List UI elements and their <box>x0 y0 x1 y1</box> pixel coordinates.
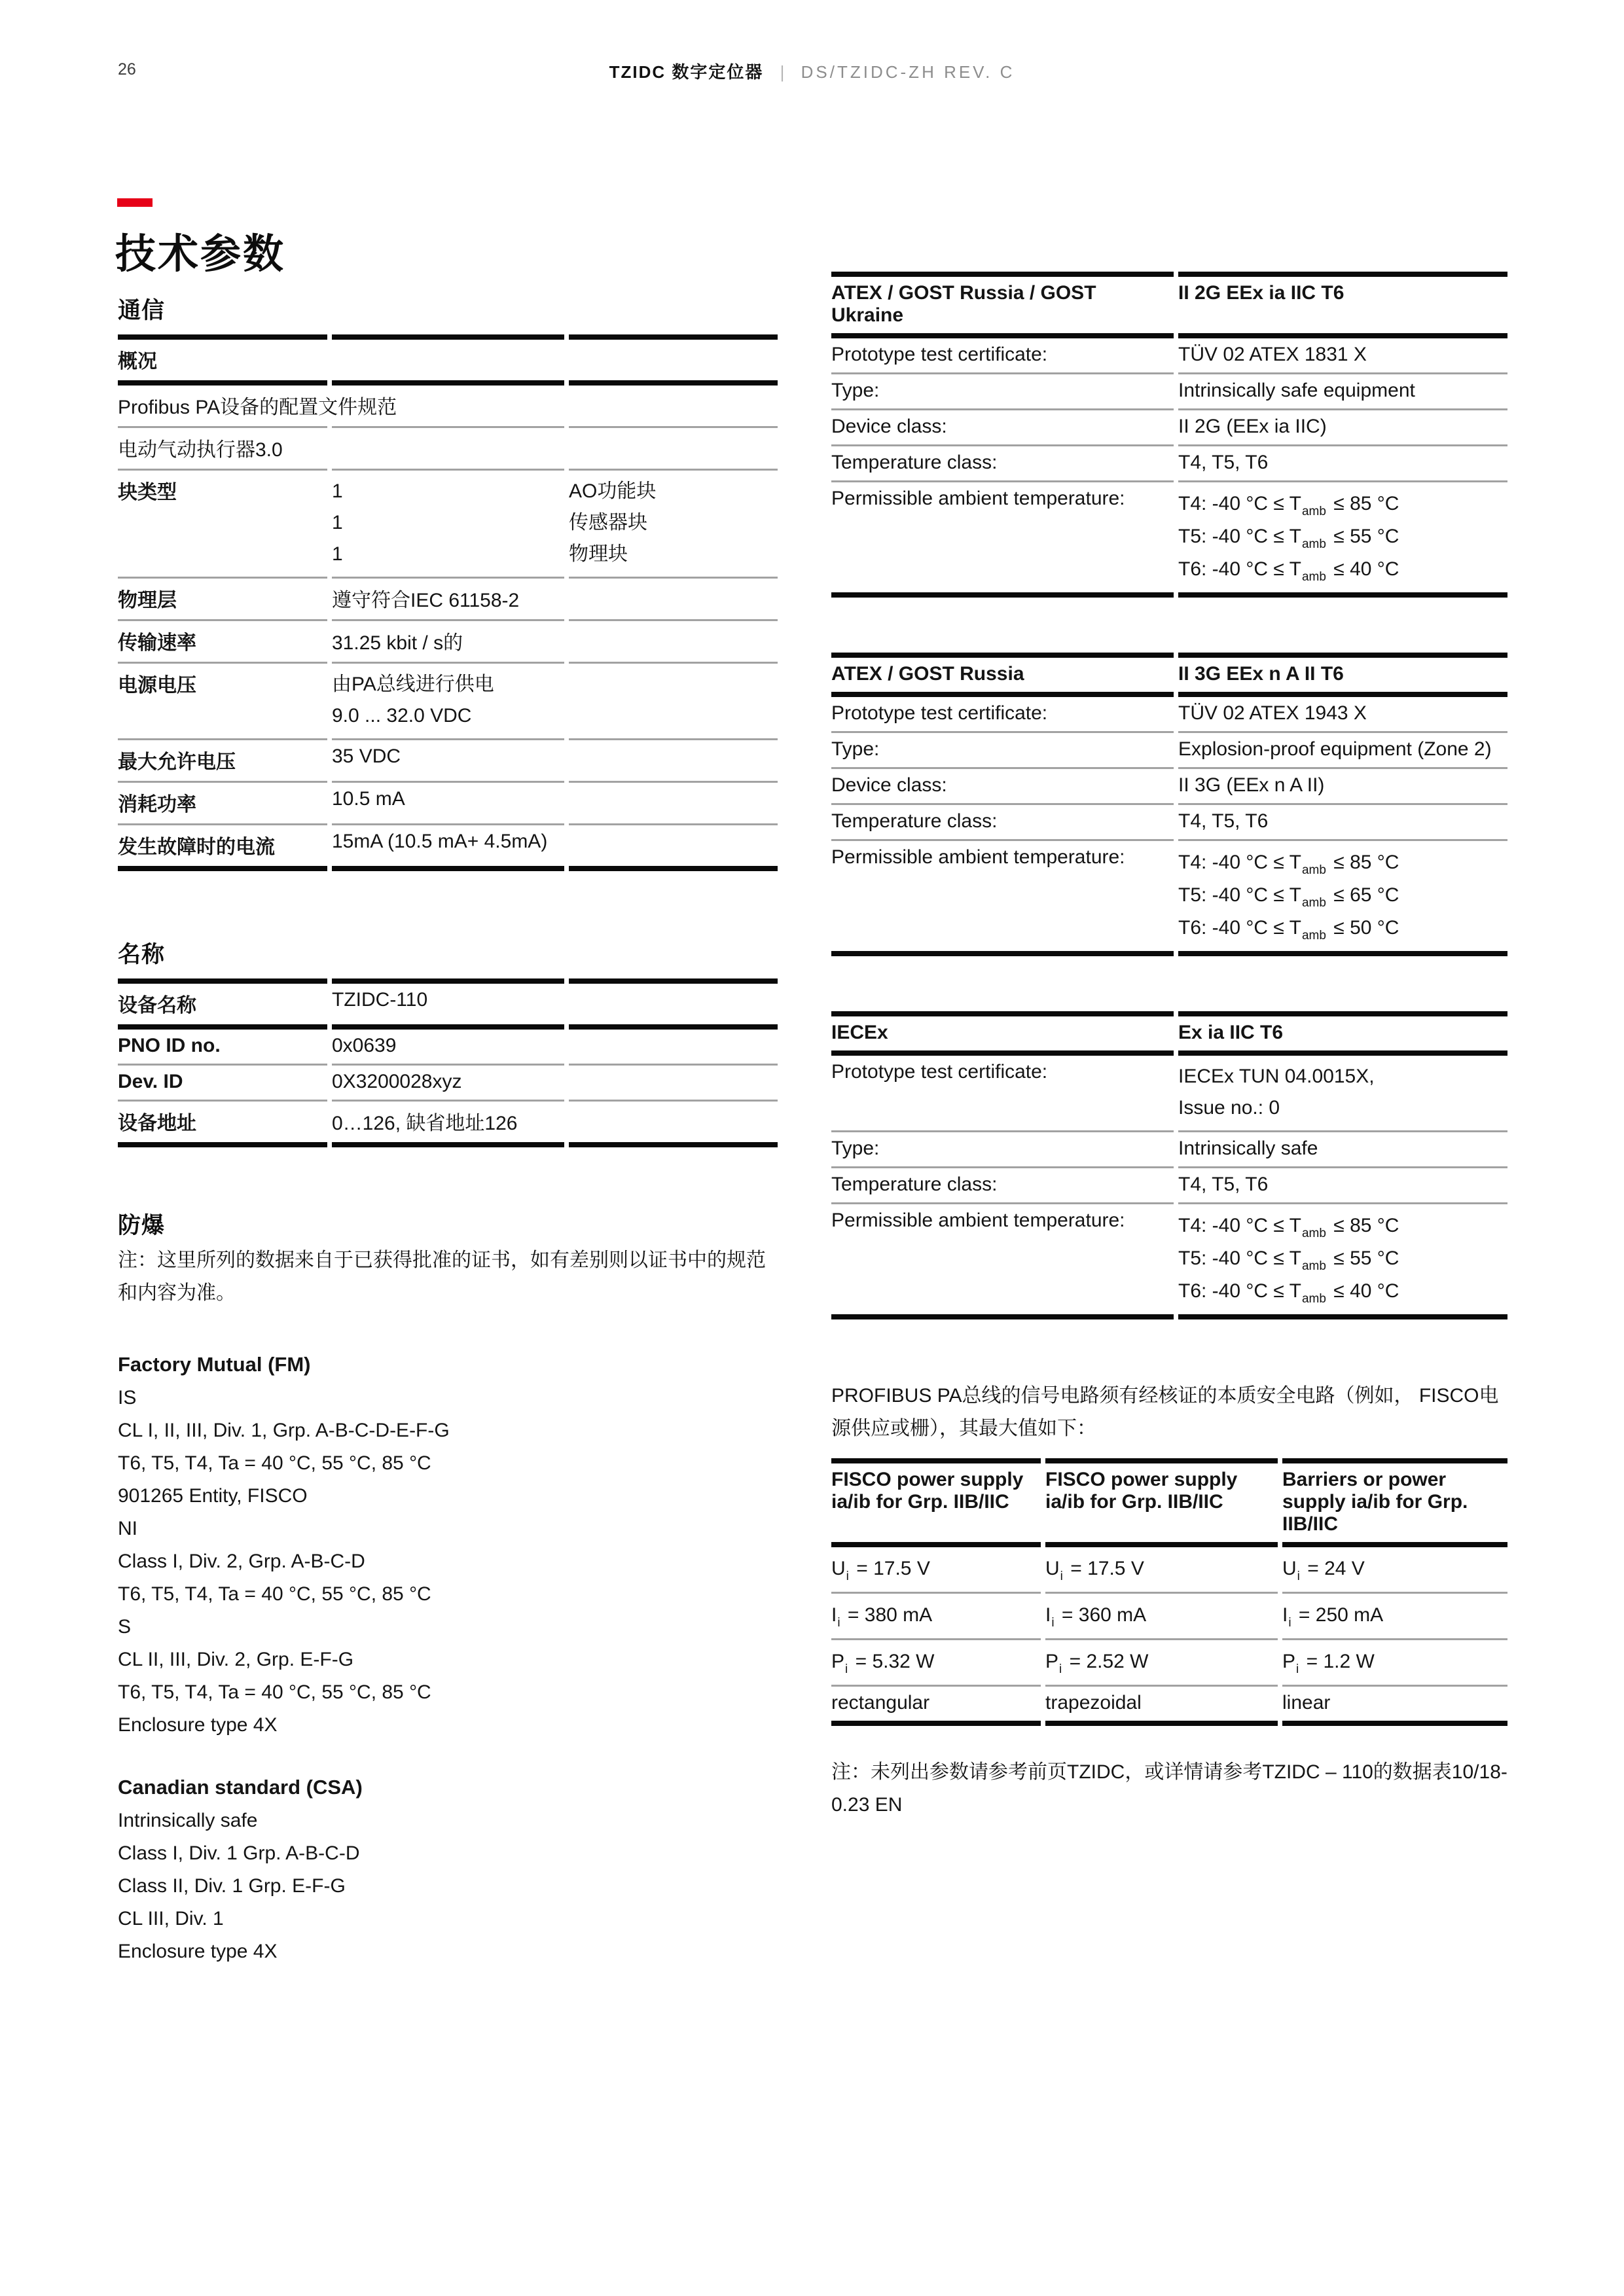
fisco-col-header: Barriers or power supply ia/ib for Grp. IIB/IIC <box>1282 1469 1468 1535</box>
table-row-temp-class <box>831 1168 1507 1202</box>
block-count: 1 <box>332 480 343 502</box>
current-value: $I_i = 360$ mA <box>1045 1604 1147 1630</box>
table-row-certificate <box>831 697 1507 731</box>
left-column <box>118 293 778 1968</box>
row-value: T4, T5, T6 <box>1178 1174 1269 1195</box>
table-header-row <box>831 1016 1507 1050</box>
table-row-actuator <box>118 428 778 469</box>
table-row-certificate <box>831 1056 1507 1130</box>
iecex-table <box>831 1011 1507 1319</box>
table-code: II 2G EEx ia IIC T6 <box>1178 282 1344 304</box>
header-separator: | <box>780 62 785 82</box>
voltage-value: $U_i = 17.5$ V <box>831 1558 930 1583</box>
row-value: Intrinsically safe <box>1178 1138 1318 1159</box>
csa-lines <box>118 1804 778 1968</box>
block-count: 1 <box>332 512 343 533</box>
fisco-row-voltage <box>831 1547 1507 1592</box>
table-name: ATEX / GOST Russia <box>831 663 1024 685</box>
ambient-line: T4: -40 $^\circ C \le T_{amb} \le 85$ °C <box>1178 852 1399 877</box>
row-value: 0x0639 <box>332 1035 397 1056</box>
divider <box>831 653 1507 658</box>
certificate-line: Issue no.: 0 <box>1178 1097 1280 1119</box>
row-label: Prototype test certificate: <box>831 1061 1048 1083</box>
table-name: ATEX / GOST Russia / GOST Ukraine <box>831 282 1096 326</box>
current-value: $I_i = 380$ mA <box>831 1604 933 1630</box>
csa-line: Enclosure type 4X <box>118 1941 278 1962</box>
product-title: TZIDC 数字定位器 <box>609 62 764 82</box>
divider <box>831 1011 1507 1016</box>
divider <box>831 1314 1507 1319</box>
fisco-row-curve <box>831 1687 1507 1721</box>
row-label: 最大允许电压 <box>118 751 236 773</box>
fm-line: T6, T5, T4, Ta = 40 °C, 55 °C, 85 °C <box>118 1452 431 1474</box>
fm-line: T6, T5, T4, Ta = 40 °C, 55 °C, 85 °C <box>118 1681 431 1703</box>
row-label: 电源电压 <box>118 675 196 696</box>
row-label: Temperature class: <box>831 810 998 832</box>
fm-line: NI <box>118 1518 137 1539</box>
divider <box>831 692 1507 697</box>
row-label: 物理层 <box>118 590 177 611</box>
row-value: Profibus PA设备的配置文件规范 <box>118 397 397 418</box>
power-value: $P_i = 1.2$ W <box>1282 1651 1375 1676</box>
communication-table <box>118 334 778 871</box>
fisco-col-header: FISCO power supply ia/ib for Grp. IIB/IIC <box>1045 1469 1238 1513</box>
table-row-device-address <box>118 1102 778 1142</box>
row-label: Prototype test certificate: <box>831 344 1048 365</box>
row-label: Permissible ambient temperature: <box>831 846 1125 868</box>
row-value <box>1178 841 1507 951</box>
table-code: II 3G EEx n A II T6 <box>1178 663 1344 685</box>
row-label: 消耗功率 <box>118 794 196 816</box>
csa-line: Class I, Div. 1 Grp. A-B-C-D <box>118 1842 360 1864</box>
row-label: 块类型 <box>118 482 177 503</box>
ambient-line: T5: -40 $^\circ C \le T_{amb} \le 55$ °C <box>1178 1247 1399 1273</box>
ambient-line: T6: -40 $^\circ C \le T_{amb} \le 50$ °C <box>1178 917 1399 942</box>
certificate-line: IECEx TUN 04.0015X, <box>1178 1066 1375 1087</box>
table-row-type <box>831 374 1507 408</box>
row-label: 发生故障时的电流 <box>118 836 275 858</box>
divider <box>118 334 778 340</box>
table-row-temp-class <box>831 805 1507 839</box>
row-value: 15mA (10.5 mA+ 4.5mA) <box>332 831 548 852</box>
atex-gost-russia-table <box>831 653 1507 956</box>
fisco-row-power <box>831 1640 1507 1685</box>
table-row-pno-id <box>118 1030 778 1064</box>
row-label: PNO ID no. <box>118 1035 221 1056</box>
fm-lines <box>118 1382 778 1742</box>
table-row-certificate <box>831 338 1507 372</box>
row-value <box>1178 1204 1507 1314</box>
row-value: 0X3200028xyz <box>332 1071 462 1092</box>
row-value <box>1178 1056 1507 1130</box>
csa-title: Canadian standard (CSA) <box>118 1776 363 1799</box>
table-row-dev-id <box>118 1066 778 1100</box>
accent-dash <box>117 198 153 207</box>
block-type-counts <box>332 471 569 577</box>
table-code: Ex ia IIC T6 <box>1178 1022 1284 1043</box>
row-value: T4, T5, T6 <box>1178 810 1269 832</box>
table-row-supply-voltage <box>118 664 778 738</box>
table-row-device-class <box>831 410 1507 444</box>
row-value: T4, T5, T6 <box>1178 452 1269 473</box>
fm-line: 901265 Entity, FISCO <box>118 1485 308 1507</box>
row-label: Type: <box>831 380 880 401</box>
row-label: Temperature class: <box>831 1174 998 1195</box>
fisco-intro: PROFIBUS PA总线的信号电路须有经核证的本质安全电路（例如， FISCO电源供应或栅），其最大值如下： <box>831 1385 1499 1439</box>
table-row-device-name <box>118 984 778 1024</box>
row-label: 设备地址 <box>118 1113 196 1134</box>
table-row-type <box>831 1132 1507 1166</box>
table-row-device-class <box>831 769 1507 803</box>
block-type-names <box>569 471 778 577</box>
row-label: Type: <box>831 738 880 760</box>
power-value: $P_i = 2.52$ W <box>1045 1651 1149 1676</box>
row-value <box>1178 482 1507 592</box>
fisco-col-header: FISCO power supply ia/ib for Grp. IIB/IIC <box>831 1469 1024 1513</box>
row-value: TZIDC-110 <box>332 989 428 1011</box>
fm-line: S <box>118 1616 132 1638</box>
ambient-line: T4: -40 $^\circ C \le T_{amb} \le 85$ °C <box>1178 493 1399 518</box>
fisco-table <box>831 1458 1507 1726</box>
row-label: Device class: <box>831 416 947 437</box>
fm-title: Factory Mutual (FM) <box>118 1353 311 1376</box>
reference-note: 注：未列出参数请参考前页TZIDC，或详情请参考TZIDC – 110的数据表10/18-0.23 EN <box>831 1761 1507 1816</box>
csa-line: CL III, Div. 1 <box>118 1908 224 1929</box>
divider <box>831 592 1507 598</box>
doc-reference: DS/TZIDC-ZH REV. C <box>801 62 1015 82</box>
divider <box>831 333 1507 338</box>
row-value: Intrinsically safe equipment <box>1178 380 1415 401</box>
power-value: $P_i = 5.32$ W <box>831 1651 935 1676</box>
supply-voltage-line: 9.0 ... 32.0 VDC <box>332 705 472 726</box>
right-column <box>831 272 1507 1821</box>
table-row-transmission-rate <box>118 621 778 662</box>
fm-line: IS <box>118 1387 137 1408</box>
fm-line: CL I, II, III, Div. 1, Grp. A-B-C-D-E-F-G <box>118 1420 450 1441</box>
voltage-value: $U_i = 17.5$ V <box>1045 1558 1144 1583</box>
fm-line: T6, T5, T4, Ta = 40 °C, 55 °C, 85 °C <box>118 1583 431 1605</box>
divider <box>118 380 778 386</box>
curve-type: linear <box>1282 1692 1331 1713</box>
row-label: 概况 <box>118 351 157 372</box>
csa-line: Intrinsically safe <box>118 1810 258 1831</box>
block-name: AO功能块 <box>569 480 657 502</box>
block-name: 传感器块 <box>569 512 647 533</box>
row-label: 设备名称 <box>118 995 196 1016</box>
ambient-line: T5: -40 $^\circ C \le T_{amb} \le 55$ °C <box>1178 526 1399 551</box>
row-label: 传输速率 <box>118 632 196 654</box>
divider <box>831 1542 1507 1547</box>
table-row-ambient <box>831 1204 1507 1314</box>
divider <box>831 272 1507 277</box>
current-value: $I_i = 250$ mA <box>1282 1604 1384 1630</box>
table-header-row <box>831 658 1507 692</box>
row-value: II 2G (EEx ia IIC) <box>1178 416 1327 437</box>
explosion-note: 注：这里所列的数据来自于已获得批准的证书，如有差别则以证书中的规范和内容为准。 <box>118 1249 766 1304</box>
table-row-ambient <box>831 841 1507 951</box>
divider <box>118 866 778 871</box>
table-row-overview <box>118 340 778 380</box>
fm-line: CL II, III, Div. 2, Grp. E-F-G <box>118 1649 354 1670</box>
table-row-type <box>831 733 1507 767</box>
divider <box>831 1458 1507 1463</box>
section-title-naming: 名称 <box>118 942 166 967</box>
table-row-temp-class <box>831 446 1507 480</box>
row-label: Device class: <box>831 774 947 796</box>
fm-line: Enclosure type 4X <box>118 1714 278 1736</box>
row-label: Permissible ambient temperature: <box>831 488 1125 509</box>
supply-voltage-line: 由PA总线进行供电 <box>332 673 494 695</box>
row-value: 10.5 mA <box>332 788 405 810</box>
row-value: Explosion-proof equipment (Zone 2) <box>1178 738 1492 760</box>
row-value: 35 VDC <box>332 745 401 767</box>
row-label: Type: <box>831 1138 880 1159</box>
table-row-power-consumption <box>118 783 778 823</box>
ambient-line: T4: -40 $^\circ C \le T_{amb} \le 85$ °C <box>1178 1215 1399 1240</box>
table-row-profile <box>118 386 778 426</box>
table-row-fault-current <box>118 825 778 866</box>
row-value: 0…126, 缺省地址126 <box>332 1113 518 1134</box>
table-name: IECEx <box>831 1022 888 1043</box>
table-row-max-voltage <box>118 740 778 781</box>
row-value <box>332 664 778 738</box>
divider <box>118 1024 778 1030</box>
row-label: Temperature class: <box>831 452 998 473</box>
row-label: Permissible ambient temperature: <box>831 1210 1125 1231</box>
table-row-physical-layer <box>118 579 778 619</box>
row-value: 遵守符合IEC 61158-2 <box>332 590 520 611</box>
divider <box>831 951 1507 956</box>
page-number: 26 <box>118 60 136 79</box>
fisco-row-current <box>831 1594 1507 1638</box>
section-title-communication: 通信 <box>118 298 166 323</box>
row-value: II 3G (EEx n A II) <box>1178 774 1325 796</box>
row-label: Dev. ID <box>118 1071 183 1092</box>
divider <box>118 1142 778 1147</box>
divider <box>831 1721 1507 1726</box>
divider <box>831 1050 1507 1056</box>
row-value: TÜV 02 ATEX 1943 X <box>1178 702 1367 724</box>
block-count: 1 <box>332 543 343 565</box>
ambient-line: T6: -40 $^\circ C \le T_{amb} \le 40$ °C <box>1178 558 1399 584</box>
row-value: TÜV 02 ATEX 1831 X <box>1178 344 1367 365</box>
table-row-block-type <box>118 471 778 577</box>
section-title-explosion: 防爆 <box>118 1213 166 1238</box>
fisco-header-row <box>831 1463 1507 1542</box>
curve-type: rectangular <box>831 1692 930 1713</box>
naming-table <box>118 978 778 1147</box>
divider <box>118 978 778 984</box>
table-row-ambient <box>831 482 1507 592</box>
block-name: 物理块 <box>569 543 628 565</box>
fm-line: Class I, Div. 2, Grp. A-B-C-D <box>118 1551 365 1572</box>
row-value: 电动气动执行器3.0 <box>118 439 283 461</box>
csa-line: Class II, Div. 1 Grp. E-F-G <box>118 1875 346 1897</box>
ambient-line: T6: -40 $^\circ C \le T_{amb} \le 40$ °C <box>1178 1280 1399 1306</box>
ambient-line: T5: -40 $^\circ C \le T_{amb} \le 65$ °C <box>1178 884 1399 910</box>
table-header-row <box>831 277 1507 333</box>
atex-gost-ukraine-table <box>831 272 1507 598</box>
page-title: 技术参数 <box>115 232 286 277</box>
voltage-value: $U_i = 24$ V <box>1282 1558 1365 1583</box>
row-value: 31.25 kbit / s的 <box>332 632 463 654</box>
curve-type: trapezoidal <box>1045 1692 1142 1713</box>
row-label: Prototype test certificate: <box>831 702 1048 724</box>
doc-header <box>0 59 1624 83</box>
